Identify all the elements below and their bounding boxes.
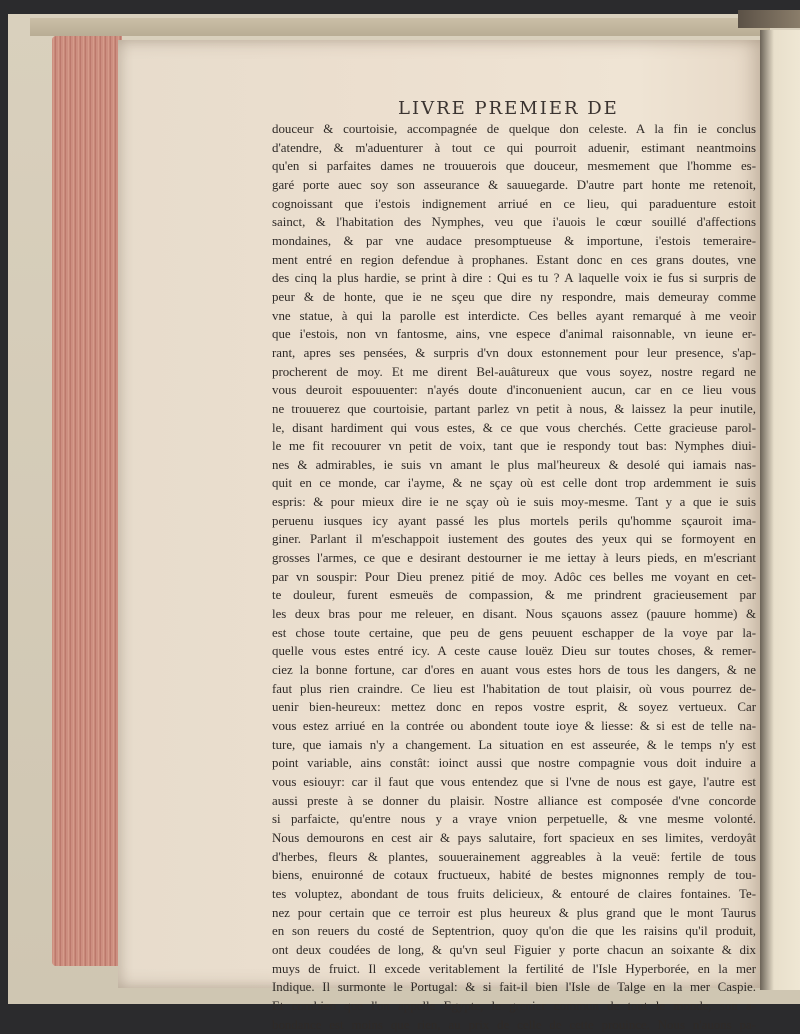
text-line: Indique. Il surmonte le Portugal: & si fait-il bien l'Isle de Talge en la mer Caspie. bbox=[272, 978, 756, 997]
text-line: nez pour certain que ce terroir est plus heureux & plus grand que le mont Taurus bbox=[272, 904, 756, 923]
page-edges-red bbox=[52, 36, 122, 966]
text-line: ont deux coudées de long, & qu'vn seul Figuier y porte chacun an soixante & dix bbox=[272, 941, 756, 960]
text-line: vne statue, à qui la parolle est interdicte. Ces belles ayant remarqué à me veoir bbox=[272, 307, 756, 326]
text-line: garé porte auec soy son asseurance & sauuegarde. D'autre part honte me retenoit, bbox=[272, 176, 756, 195]
running-head: LIVRE PREMIER DE bbox=[398, 98, 678, 119]
text-line: rant, apres ses pensées, & surpris d'vn doux estonnement pour leur presence, s'ap- bbox=[272, 344, 756, 363]
text-line: les deux bras pour me releuer, en disant. Nous sçauons assez (pauure homme) & bbox=[272, 605, 756, 624]
spine-strip bbox=[738, 10, 800, 28]
cover-top-edge bbox=[30, 18, 770, 36]
text-line: peruenu iusques icy ayant passé les plus mortels perils qu'homme sçauroit ima- bbox=[272, 512, 756, 531]
text-line: biens, enuironné de cotaux fructueux, habité de bestes mignonnes remply de tou- bbox=[272, 866, 756, 885]
text-line: cognoissant que i'estois indignement arriué en ce lieu, qui paraduenture estoit bbox=[272, 195, 756, 214]
text-line: bondance est moins que rien, au prix de celle de cette prouince. Nous n'auons pa- bbox=[272, 1016, 756, 1034]
text-line: peur & de honte, que ie ne sçeu que dire ny respondre, mais demeuray comme bbox=[272, 288, 756, 307]
text-line: sainct, & l'habitation des Nymphes, veu que i'auois le cœur souillé d'affections bbox=[272, 213, 756, 232]
right-page-edge bbox=[760, 30, 800, 990]
text-line: d'atendre, & m'aduenturer à tout ce qui pourroit aduenir, estimant neantmoins bbox=[272, 139, 756, 158]
body-text bbox=[272, 120, 756, 1034]
text-line: te douleur, furent esmeuës de compassion, & me prindrent gracieusement par bbox=[272, 586, 756, 605]
text-line: le me fit recouurer vn petit de voix, tant que ie respondy tout bas: Nymphes diui- bbox=[272, 437, 756, 456]
text-line: si parfaicte, qu'entre nous y a vraye vnion perpetuelle, & vne mesme volonté. bbox=[272, 810, 756, 829]
text-line: vous esiouyr: car il faut que vous entendez que si l'vne de nous est gaye, l'autre est bbox=[272, 773, 756, 792]
text-line: qu'en si parfaites dames ne trouuerois que douceur, mesmement que l'homme es- bbox=[272, 157, 756, 176]
text-line: ciez la bonne fortune, car d'ores en auant vous estes hors de tous les dangers, & ne bbox=[272, 661, 756, 680]
text-line: ne trouuerez que courtoisie, partant parlez vn petit à nous, & laissez la peur inutile, bbox=[272, 400, 756, 419]
text-line: Et combien que l'on appelle Egypte, le grenier commun de tout le monde, son a- bbox=[272, 997, 756, 1016]
text-line: uenir bien-heureux: mettez donc en repos vostre esprit, & soyez vertueux. Car bbox=[272, 698, 756, 717]
text-line: par vn souspir: Pour Dieu prenez pitié de moy. Adôc ces belles me voyant en cet- bbox=[272, 568, 756, 587]
text-line: vous estez arriué en la contrée ou abondent toute ioye & liesse: & si est de telle na- bbox=[272, 717, 756, 736]
text-line: d'herbes, fleurs & plantes, souuerainement aggreables à la veuë: fertile de tous bbox=[272, 848, 756, 867]
text-line: douceur & courtoisie, accompagnée de quelque don celeste. A la fin ie conclus bbox=[272, 120, 756, 139]
text-line: procherent de moy. Et me dirent Bel-auâtureux que vous soyez, nostre regard ne bbox=[272, 363, 756, 382]
text-line: le, disant hardiment qui vous estes, & ce que vous cherchés. Cette gracieuse parol- bbox=[272, 419, 756, 438]
text-line: ment entré en region defendue à prophanes. Estant donc en ces grans doutes, vne bbox=[272, 251, 756, 270]
text-line: nes & admirables, ie suis vn amant le plus mal'heureux & desolé qui iamais nas- bbox=[272, 456, 756, 475]
text-line: quit en ce monde, car i'ayme, & ne sçay où est celle dont trop ardemment ie suis bbox=[272, 474, 756, 493]
text-line: mondaines, & par vne audace presomptueuse & importune, i'estois temeraire- bbox=[272, 232, 756, 251]
text-line: Nous demourons en cest air & pays salutaire, fort spacieux en ses limites, verdoyât bbox=[272, 829, 756, 848]
text-line: tes voluptez, abondant de tous fruits delicieux, & entouré de claires fontaines. Te- bbox=[272, 885, 756, 904]
text-line: vous deuroit espouuenter: n'ayés doute d'inconuenient aucun, car en ce lieu vous bbox=[272, 381, 756, 400]
text-line: muys de fruict. Il excede veritablement la fertilité de l'Isle Hyperborée, en la mer bbox=[272, 960, 756, 979]
text-line: aussi preste à se donner du plaisir. Nostre alliance est composée d'vne concorde bbox=[272, 792, 756, 811]
text-line: est chose toute certaine, que peu de gens peuuent eschapper de la voye par la- bbox=[272, 624, 756, 643]
text-line: des cinq la plus hardie, se print à dire : Qui es tu ? A laquelle voix ie fus si surpris de bbox=[272, 269, 756, 288]
text-line: que i'estois, non vn fantosme, ains, vne espece d'animal raisonnable, vn ieune er- bbox=[272, 325, 756, 344]
text-line: quelle vous estes entré icy. A ceste cause louëz Dieu sur toutes choses, & remer- bbox=[272, 642, 756, 661]
text-line: giner. Parlant il m'eschappoit iustement des goutes des yeux qui se formoyent en bbox=[272, 530, 756, 549]
text-line: faut plus rien craindre. Ce lieu est l'habitation de tout plaisir, où vous pourrez de- bbox=[272, 680, 756, 699]
text-line: grosses l'armes, ce que e desirant destourner ie me iettay à leurs pieds, en m'escriant bbox=[272, 549, 756, 568]
text-line: point variable, ains constât: ioinct aussi que nostre compagnie vous doit induire a bbox=[272, 754, 756, 773]
text-line: ture, que iamais n'y a changement. La situation en est asseurée, & le temps n'y est bbox=[272, 736, 756, 755]
text-line: espris: & pour mieux dire ie ne sçay où ie suis moy-mesme. Tant y a que ie suis bbox=[272, 493, 756, 512]
text-line: en son reuers du costé de Septentrion, quoy qu'on die que les raisins qu'il produit, bbox=[272, 922, 756, 941]
